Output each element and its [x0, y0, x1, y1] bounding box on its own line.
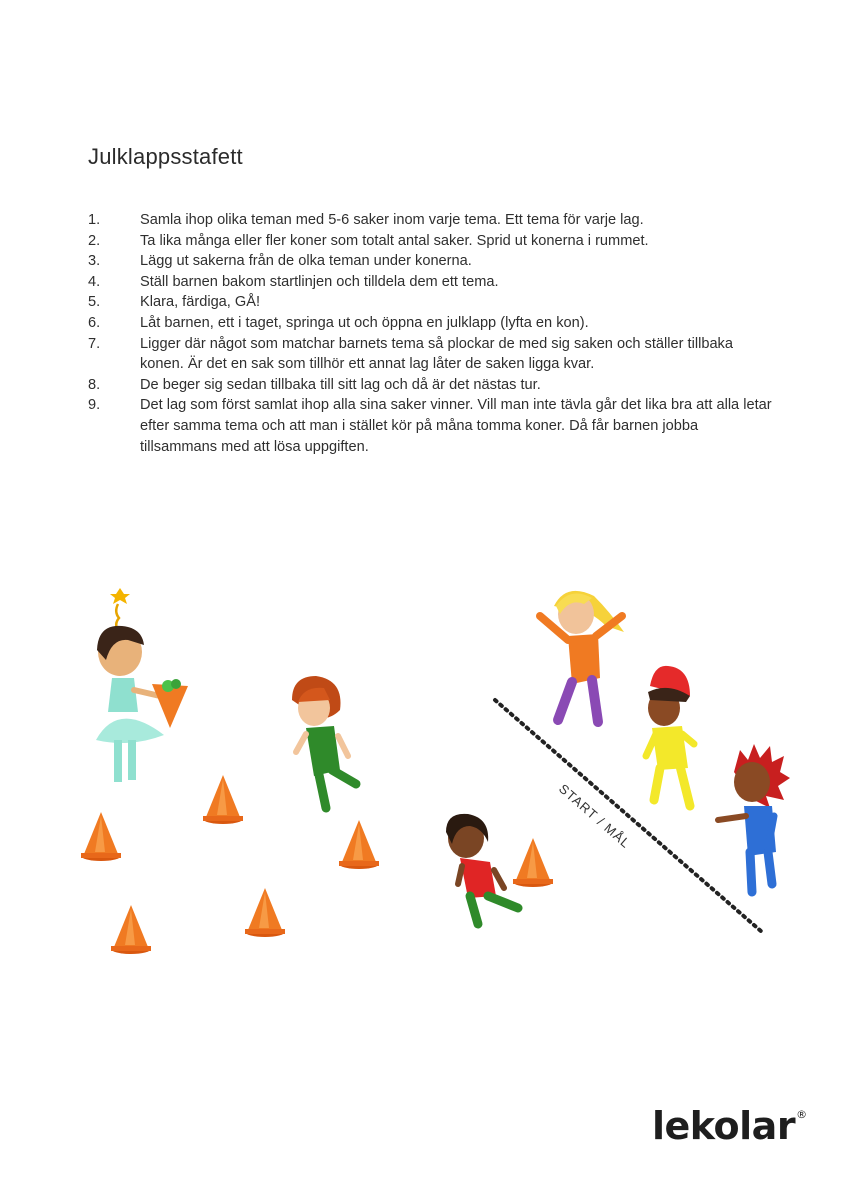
cone-icon	[513, 838, 553, 887]
cone-icon	[203, 775, 243, 824]
step-text: Klara, färdiga, GÅ!	[140, 294, 261, 311]
cone-icon	[81, 812, 121, 861]
list-item	[88, 395, 778, 457]
list-item	[88, 251, 778, 272]
list-item	[88, 292, 778, 313]
step-number: 4.	[88, 273, 101, 290]
relay-illustration	[0, 570, 848, 970]
step-text: Det lag som först samlat ihop alla sina saker vinner. Vill man inte tävla går det lika bra att alla letar efter samma tema och att man i stället kör på måna tomma koner. Då får barnen jobba tillsammans med att lösa uppgiften.	[140, 397, 772, 455]
step-text: Ställ barnen bakom startlinjen och tilldela dem ett tema.	[140, 273, 499, 290]
cone-icon	[339, 820, 379, 869]
lekolar-logo: lekolar®	[652, 1104, 807, 1148]
list-item	[88, 313, 778, 334]
step-text: Lägg ut sakerna från de olka teman under konerna.	[140, 253, 472, 270]
cone-icon	[245, 888, 285, 937]
step-number: 8.	[88, 376, 101, 393]
list-item	[88, 334, 778, 375]
step-number: 9.	[88, 397, 101, 414]
running-kid-green-figure	[292, 676, 356, 808]
jumping-kid-blonde-figure	[540, 591, 624, 722]
kid-spiky-hair-figure	[718, 744, 790, 892]
instruction-list	[88, 210, 778, 457]
list-item	[88, 210, 778, 231]
step-number: 1.	[88, 212, 101, 228]
step-number: 3.	[88, 253, 101, 270]
page-title: Julklappsstafett	[88, 144, 243, 169]
step-number: 6.	[88, 314, 101, 331]
start-finish-label: START / MÅL	[556, 780, 634, 852]
step-text: De beger sig sedan tillbaka till sitt lag och då är det nästas tur.	[140, 376, 541, 393]
step-text: Ta lika många eller fler koner som totalt antal saker. Sprid ut konerna i rummet.	[140, 232, 649, 249]
list-item	[88, 375, 778, 396]
start-finish-line	[495, 700, 762, 932]
step-number: 2.	[88, 232, 101, 249]
list-item	[88, 231, 778, 252]
step-text: Samla ihop olika teman med 5-6 saker inom varje tema. Ett tema för varje lag.	[140, 212, 644, 228]
cone-icon	[111, 905, 151, 954]
step-text: Ligger där något som matchar barnets tema så plockar de med sig saken och ställer tillbaka konen. Är det en sak som tillhör ett annat lag låter de saken ligga kvar.	[140, 335, 733, 373]
step-text: Låt barnen, ett i taget, springa ut och öppna en julklapp (lyfta en kon).	[140, 314, 589, 331]
step-number: 5.	[88, 294, 101, 311]
running-kid-red-figure	[446, 814, 518, 924]
step-number: 7.	[88, 335, 101, 352]
girl-with-cone-figure	[96, 588, 188, 782]
kid-red-hat-figure	[646, 666, 694, 806]
list-item	[88, 272, 778, 293]
